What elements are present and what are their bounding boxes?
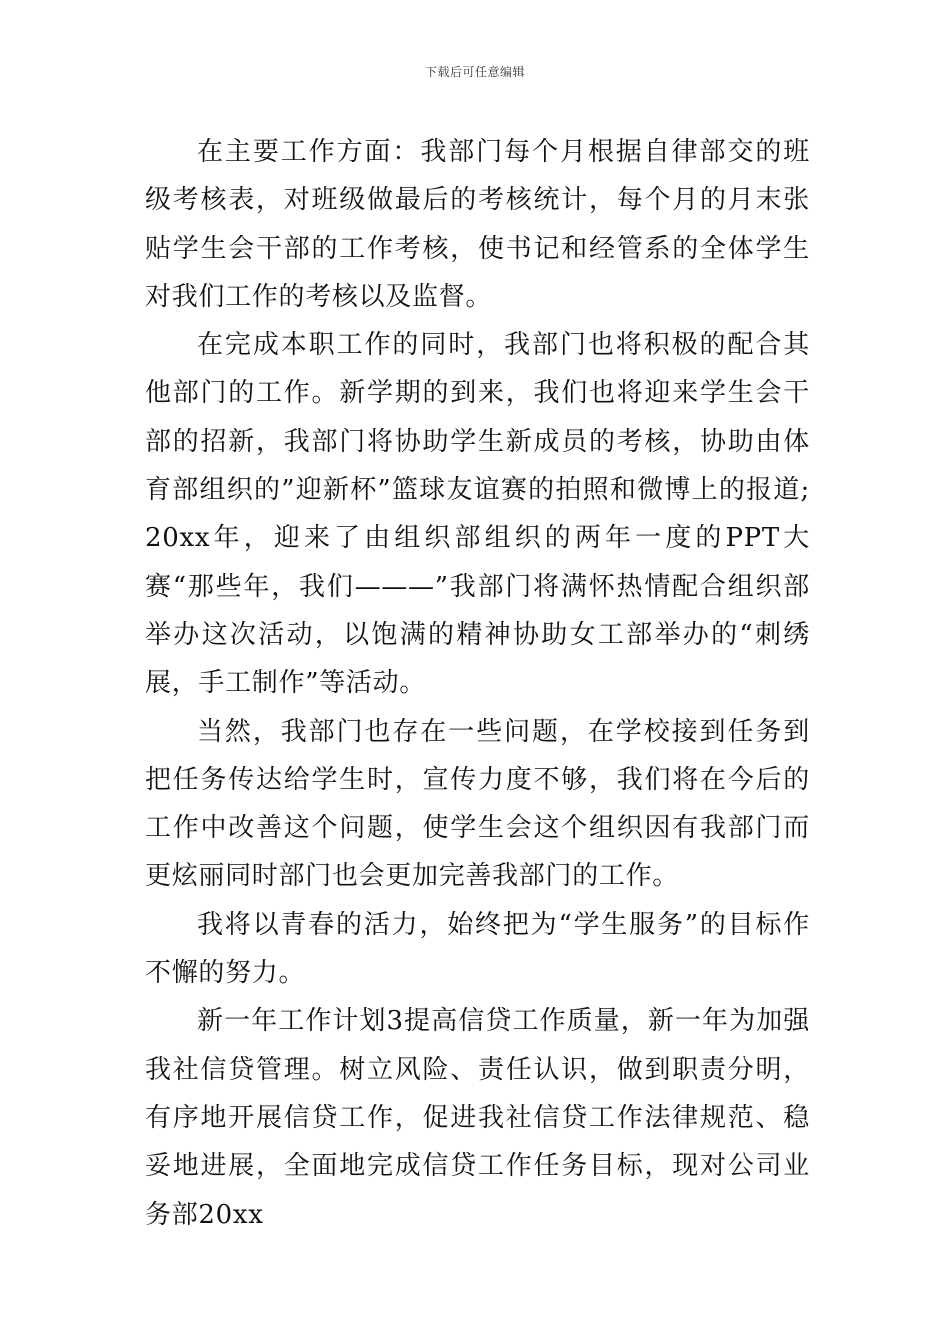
paragraph-commitment: 我将以青春的活力，始终把为“学生服务”的目标作不懈的努力。 xyxy=(145,909,810,989)
paragraph-cooperation: 在完成本职工作的同时，我部门也将积极的配合其他部门的工作。新学期的到来，我们也将迎来学生会干部的招新，我部门将协助学生新成员的考核，协助由体育部组织的”迎新杯”篮球友谊赛的拍照和微博上的报道;20xx年，迎来了由组织部组织的两年一度的PPT大赛“那些年，我们———”我部门将满怀热情配合组织部举办这次活动，以饱满的精神协助女工部举办的“刺绣展，手工制作”等活动。 xyxy=(145,330,810,699)
paragraph-credit-plan: 新一年工作计划3提高信贷工作质量，新一年为加强我社信贷管理。树立风险、责任认识，做到职责分明，有序地开展信贷工作，促进我社信贷工作法律规范、稳妥地进展，全面地完成信贷工作任务目标，现对公司业务部20xx xyxy=(145,1006,810,1230)
paragraph-problems: 当然，我部门也存在一些问题，在学校接到任务到把任务传达给学生时，宣传力度不够，我们将在今后的工作中改善这个问题，使学生会这个组织因有我部门而更炫丽同时部门也会更加完善我部门的工作。 xyxy=(145,716,810,892)
document-body xyxy=(145,128,810,1239)
header-note: 下载后可任意编辑 xyxy=(424,65,525,79)
paragraph-main-work: 在主要工作方面：我部门每个月根据自律部交的班级考核表，对班级做最后的考核统计，每个月的月末张贴学生会干部的工作考核，使书记和经管系的全体学生对我们工作的考核以及监督。 xyxy=(145,137,810,312)
